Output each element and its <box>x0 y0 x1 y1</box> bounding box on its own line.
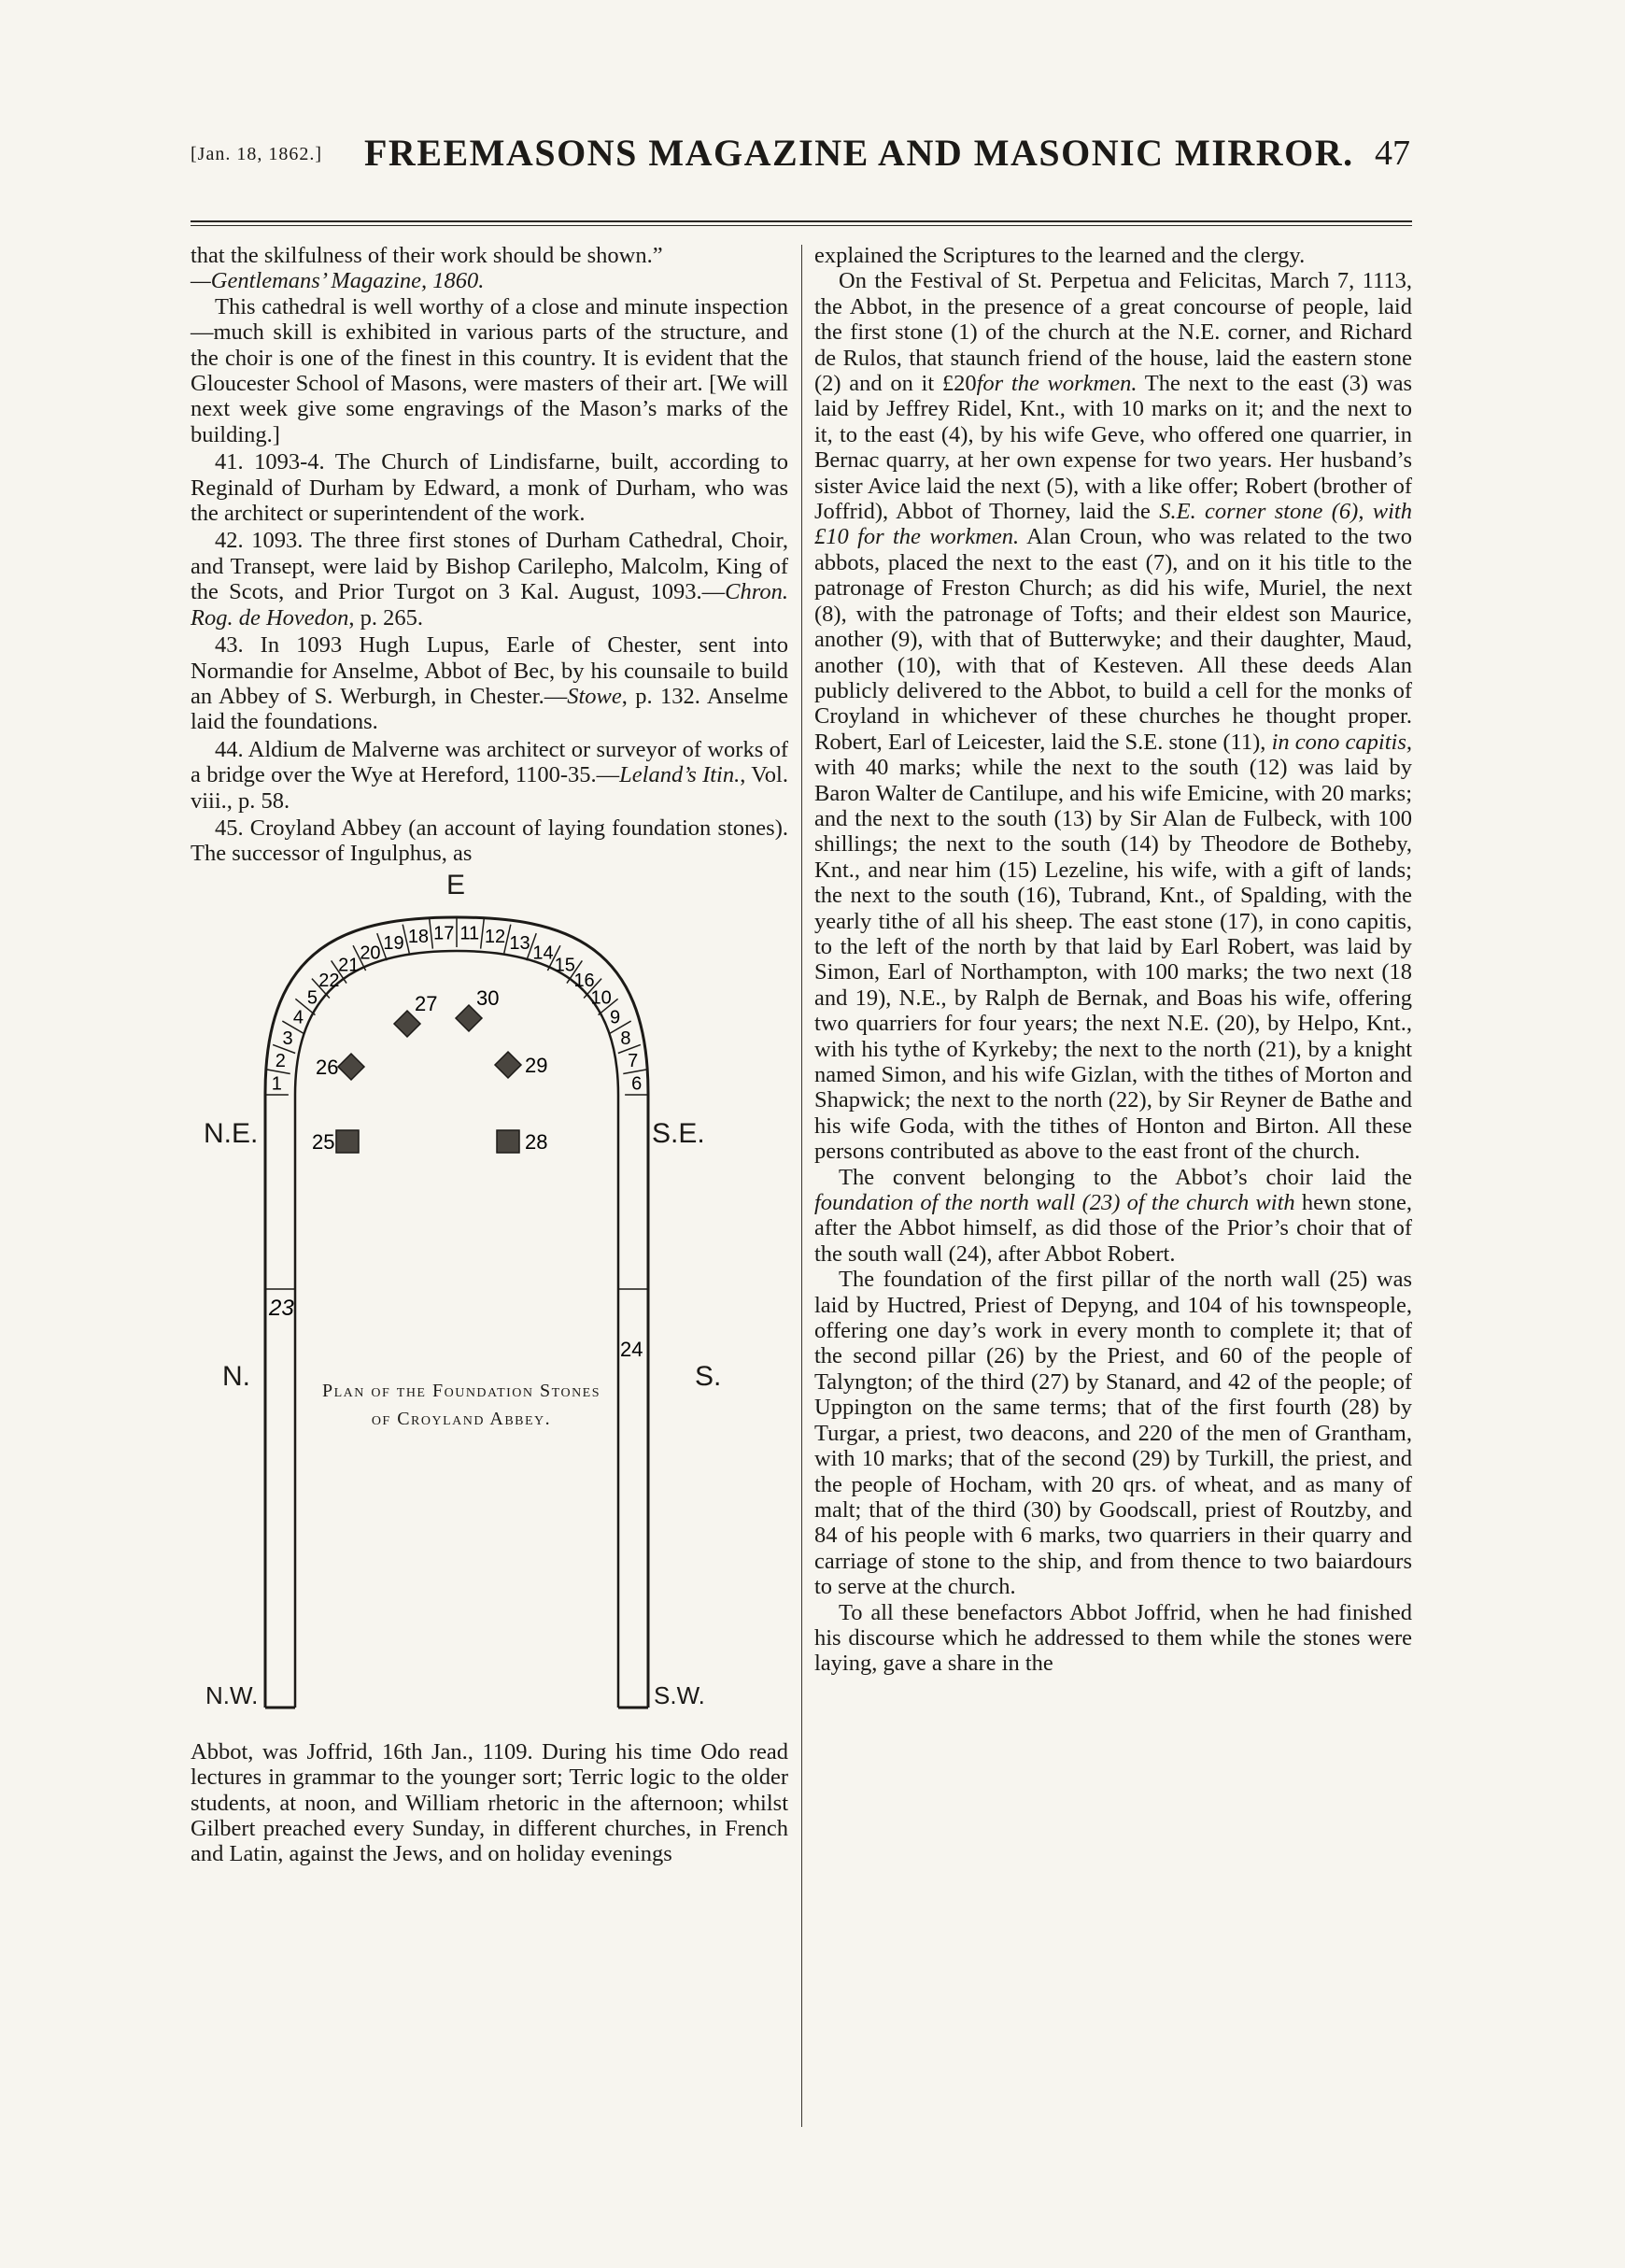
compass-e: E <box>446 869 466 900</box>
pillar-number-25: 25 <box>312 1129 335 1154</box>
paragraph: This cathedral is well worthy of a close and minute inspection—much skill is exhibited in various parts of the structure, and the choir is one of the finest in this country. It is evident that the Gloucester School of Masons, were masters of their art. [We will next week give some engravings of the Mason’s marks of the building.] <box>191 293 788 447</box>
paragraph: explained the Scriptures to the learned and the clergy. <box>814 243 1306 268</box>
arch-stone-6: 6 <box>631 1073 643 1095</box>
compass-sw: S.W. <box>654 1680 705 1709</box>
issue-date: [Jan. 18, 1862.] <box>191 144 322 164</box>
compass-s: S. <box>695 1360 722 1392</box>
header-rule-thin <box>191 225 1412 226</box>
arch-stone-14: 14 <box>532 943 554 964</box>
arch-stone-3: 3 <box>282 1028 293 1049</box>
right-column <box>814 243 1412 1677</box>
arch-stone-13: 13 <box>509 932 530 954</box>
arch-stone-1: 1 <box>271 1073 282 1095</box>
pillars <box>312 986 547 1154</box>
paragraph: On the Festival of St. Perpetua and Felicitas, March 7, 1113, the Abbot, in the presence of a great concourse of people, laid the first stone (1) of the church at the N.E. corner, and Richard de Rulos, that staunch friend of the house, laid the eastern stone (2) and on it £20for the workmen. The next to the east (3) was laid by Jeffrey Ridel, Knt., with 10 marks on it; and the next to it, to the east (4), by his wife Geve, who offered one quarrier, in Bernac quarry, at her own expense for two years. Her husband’s sister Avice laid the next (5), with a like offer; Robert (brother of Joffrid), Abbot of Thorney, laid the S.E. corner stone (6), with £10 for the workmen. Alan Croun, who was related to the two abbots, placed the next to the east (7), and on it his title to the patronage of Freston Church; as did his wife, Muriel, the next (8), with the patronage of Tofts; and their eldest son Maurice, another (9), with that of Butterwyke; and their daughter, Maud, another (10), with that of Kesteven. All these deeds Alan publicly delivered to the Abbot, to build a cell for the monks of Croyland in whichever of these churches he thought proper. Robert, Earl of Leicester, laid the S.E. stone (11), in cono capitis, with 40 marks; while the next to the south (12) was laid by Baron Walter de Cantilupe, and his wife Emicine, with 20 marks; and the next to the south (13) by Sir Alan de Fulbeck, with 100 shillings; the next to the south (14) by Theodore de Botheby, Knt., and near him (15) Lezeline, his wife, with a gift of lands; the next to the south (16), Tubrand, Knt., of Spalding, with the yearly tithe of all his sheep. The east stone (17), in cono capitis, to the left of the north by that laid by Earl Robert, was laid by Simon, Earl of Northampton, with 100 marks; the two next (18 and 19), N.E., by Ralph de Bernak, and Boas his wife, offering two quarriers for four years; the next N.E. (20), by Helpo, Knt., with his tythe of Kyrkeby; the next to the north (21), by a knight named Simon, and his wife Gizlan, with the tithes of Morton and Shapwick; the next to the north (22), by Sir Reyner de Bathe and his wife Goda, with the tithes of Honton and Birton. All these persons contributed as above to the east front of the church. <box>814 268 1413 1165</box>
arch-stone-21: 21 <box>338 955 360 976</box>
arch-outer <box>265 917 648 1151</box>
paragraph: To all these benefactors Abbot Joffrid, when he had finished his discourse which he addressed to them while the stones were laying, gave a share in the <box>814 1599 1412 1677</box>
pillar-marker-29 <box>495 1052 521 1078</box>
pillar-number-26: 26 <box>316 1055 339 1079</box>
caption-line: Plan of the Foundation Stones <box>321 1380 601 1401</box>
stone-divider <box>430 919 433 949</box>
croyland-plan-figure <box>191 869 788 1730</box>
pillar-marker-28 <box>497 1130 519 1153</box>
plan-drawing <box>191 878 788 1730</box>
arch-stone-19: 19 <box>383 932 404 954</box>
arch-stone-11: 11 <box>459 923 480 944</box>
pillar-marker-26 <box>338 1054 364 1080</box>
arch-stone-16: 16 <box>573 970 595 991</box>
paragraph: Abbot, was Joffrid, 16th Jan., 1109. During his time Odo read lectures in grammar to the younger sort; Terric logic to the older students, at noon, and William rhetoric in the afternoon; whilst Gilbert preached every Sunday, in different churches, in French and Latin, against the Jews, and on holiday evenings <box>191 1738 788 1867</box>
entry-43: 43. In 1093 Hugh Lupus, Earle of Chester, sent into Normandie for Anselme, Abbot of Bec, by his counsaile to build an Abbey of S. Werburgh, in Chester.—Stowe, p. 132. Anselme laid the foundations. <box>191 632 788 735</box>
figure-caption <box>303 1377 620 1433</box>
wall-number-north: 23 <box>269 1295 294 1321</box>
arch-stone-20: 20 <box>360 943 381 964</box>
paragraph: The foundation of the first pillar of the north wall (25) was laid by Huctred, Priest of Depyng, and 104 of his townspeople, offering one day’s work in every month to complete it; that of the second pillar (26) by the Priest, and 60 of the people of Talyngton; of the third (27) by Stanard, and 42 of the people; of Uppington on the same terms; that of the first fourth (28) by Turgar, a priest, two deacons, and 220 of the men of Grantham, with 10 marks; that of the second (29) by Turkill, the priest, and the people of Hocham, with 20 qrs. of wheat, and as many of malt; that of the third (30) by Goodscall, priest of Routzby, and 84 of his people with 6 marks, two quarriers in their quarry and carriage of stone to the ship, and from thence to two baiardours to serve at the church. <box>814 1267 1412 1600</box>
compass-se: S.E. <box>652 1117 705 1149</box>
arch-stone-4: 4 <box>292 1007 304 1028</box>
citation: —Gentlemans’ Magazine, 1860. <box>191 268 485 294</box>
arch-stone-10: 10 <box>590 987 612 1009</box>
wall-number-south: 24 <box>620 1337 643 1361</box>
arch-stone-2: 2 <box>275 1050 286 1071</box>
arch-stone-9: 9 <box>609 1007 621 1028</box>
pillar-number-29: 29 <box>525 1053 548 1077</box>
left-column <box>191 243 788 1867</box>
arch-stone-22: 22 <box>318 970 340 991</box>
magazine-title: FREEMASONS MAGAZINE AND MASONIC MIRROR. <box>364 132 1354 174</box>
compass-n: N. <box>222 1360 250 1392</box>
arch-stone-15: 15 <box>554 955 575 976</box>
pillar-number-28: 28 <box>525 1129 548 1154</box>
paragraph: that the skilfulness of their work should be shown.” <box>191 243 663 268</box>
stone-divider <box>481 919 485 949</box>
pillar-number-27: 27 <box>415 991 438 1015</box>
compass-ne: N.E. <box>204 1117 259 1149</box>
compass-nw: N.W. <box>205 1680 259 1709</box>
entry-45: 45. Croyland Abbey (an account of laying foundation stones). The successor of Ingulphus, as <box>191 815 788 867</box>
page-header <box>187 123 1420 189</box>
arch-stone-7: 7 <box>628 1050 639 1071</box>
entry-41: 41. 1093-4. The Church of Lindisfarne, built, according to Reginald of Durham by Edward, a monk of Durham, who was the architect or superintendent of the work. <box>191 449 788 527</box>
header-rule <box>191 220 1412 222</box>
arch-stone-8: 8 <box>620 1028 631 1049</box>
arch-stone-12: 12 <box>484 926 506 947</box>
entry-44: 44. Aldium de Malverne was architect or surveyor of works of a bridge over the Wye at Hereford, 1100-35.—Leland’s Itin., Vol. viii., p. 58. <box>191 736 788 814</box>
pillar-number-30: 30 <box>476 985 500 1010</box>
entry-42: 42. 1093. The three first stones of Durham Cathedral, Choir, and Transept, were laid by Bishop Carilepho, Malcolm, King of the Scots, and Prior Turgot on 3 Kal. August, 1093.—Chron. Rog. de Hovedon, p. 265. <box>191 528 788 631</box>
arch-stone-17: 17 <box>433 923 455 944</box>
column-divider <box>801 245 802 2127</box>
paragraph: The convent belonging to the Abbot’s choir laid the foundation of the north wall (23) of the church with hewn stone, after the Abbot himself, as did those of the Prior’s choir that of the south wall (24), after Abbot Robert. <box>814 1164 1412 1267</box>
page-number: 47 <box>1375 134 1410 173</box>
caption-line: of Croyland Abbey. <box>371 1408 552 1429</box>
arch-stone-5: 5 <box>306 987 318 1009</box>
arch-stone-18: 18 <box>407 926 430 947</box>
arch-inner <box>292 951 621 1151</box>
pillar-marker-25 <box>336 1130 359 1153</box>
